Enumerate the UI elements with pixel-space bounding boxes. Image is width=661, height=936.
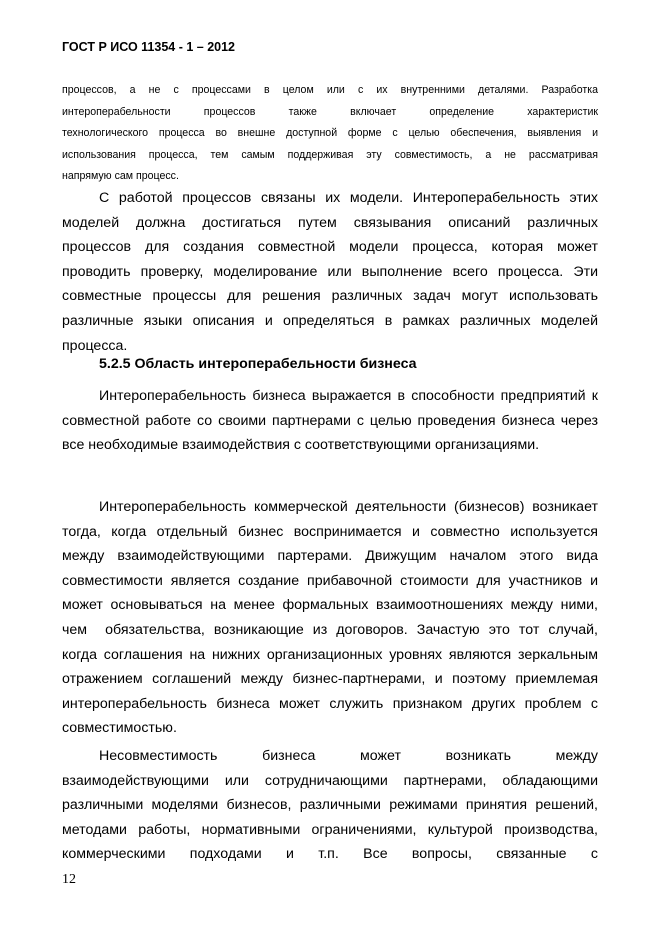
text-line: тогда, когда отдельный бизнес воспринимается и совместно используется: [62, 523, 598, 540]
text-line: различными моделями бизнесов, различными режимами принятия решений,: [62, 797, 598, 814]
paragraph-process-models: [62, 186, 598, 358]
text-line: процессов, а не с процессами в целом или с их внутренними деталями. Разработка: [62, 84, 598, 96]
text-line: технологического процесса во внешне доступной форме с целью обеспечения, выявления и: [62, 127, 598, 139]
text-line: интероперабельность бизнеса может служить признаком других проблем с: [62, 695, 598, 712]
text-line: моделей должна достигаться путем связывания описаний различных: [62, 214, 598, 231]
paragraph-business-interoperability: [62, 384, 598, 458]
text-line: все необходимые взаимодействия с соответствующими организациями.: [62, 437, 540, 454]
text-line: когда соглашения на нижних организационных уровнях являются зеркальным: [62, 646, 598, 663]
text-line: Несовместимость бизнеса может возникать между: [99, 748, 598, 764]
text-line: процесса.: [62, 337, 128, 354]
text-line: использования процесса, тем самым поддерживая эту совместимость, а не рассматривая: [62, 148, 598, 161]
text-line: различные языки описания и определяться в рамках различных моделей: [62, 312, 598, 329]
text-line: совместимости является создание прибавочной стоимости для участников и: [62, 572, 598, 589]
page-number: 12: [62, 872, 76, 887]
paragraph-business-incompatibility: [62, 744, 598, 867]
text-line: методами работы, нормативными ограничениями, культурой производства,: [62, 821, 598, 838]
section-heading: 5.2.5 Область интероперабельности бизнеса: [99, 356, 417, 372]
text-line: Интероперабельность коммерческой деятельности (бизнесов) возникает: [99, 499, 598, 515]
note-paragraph: [62, 80, 598, 188]
text-line: совместные процессы для решения различных задач могут использовать: [62, 288, 598, 305]
text-line: может основываться на менее формальных взаимоотношениях между ними,: [62, 597, 598, 614]
text-line: С работой процессов связаны их модели. Интероперабельность этих: [99, 190, 598, 206]
text-line: между взаимодействующими партерами. Движущим началом этого вида: [62, 548, 598, 565]
text-line: совместной работе со своими партнерами с целью проведения бизнеса через: [62, 412, 598, 429]
text-line: интероперабельности процессов также включает определение характеристик: [62, 105, 598, 118]
text-line: коммерческими подходами и т.п. Все вопросы, связанные с: [62, 846, 598, 863]
text-line: отражением соглашений между бизнес-партнерами, и поэтому приемлемая: [62, 671, 598, 688]
text-line: чем обязательства, возникающие из договоров. Зачастую это тот случай,: [62, 621, 598, 638]
text-line: Интероперабельность бизнеса выражается в способности предприятий к: [99, 388, 598, 404]
document-header: ГОСТ Р ИСО 11354 - 1 – 2012: [62, 40, 236, 54]
paragraph-commercial-interoperability: [62, 495, 598, 741]
text-line: совместимостью.: [62, 720, 177, 737]
text-line: процессов для создания совместной модели процесса, которая может: [62, 239, 598, 256]
text-line: проводить проверку, моделирование или выполнение всего процесса. Эти: [62, 263, 598, 280]
text-line: взаимодействующими или сотрудничающими партнерами, обладающими: [62, 772, 598, 789]
text-line: напрямую сам процесс.: [62, 170, 179, 182]
